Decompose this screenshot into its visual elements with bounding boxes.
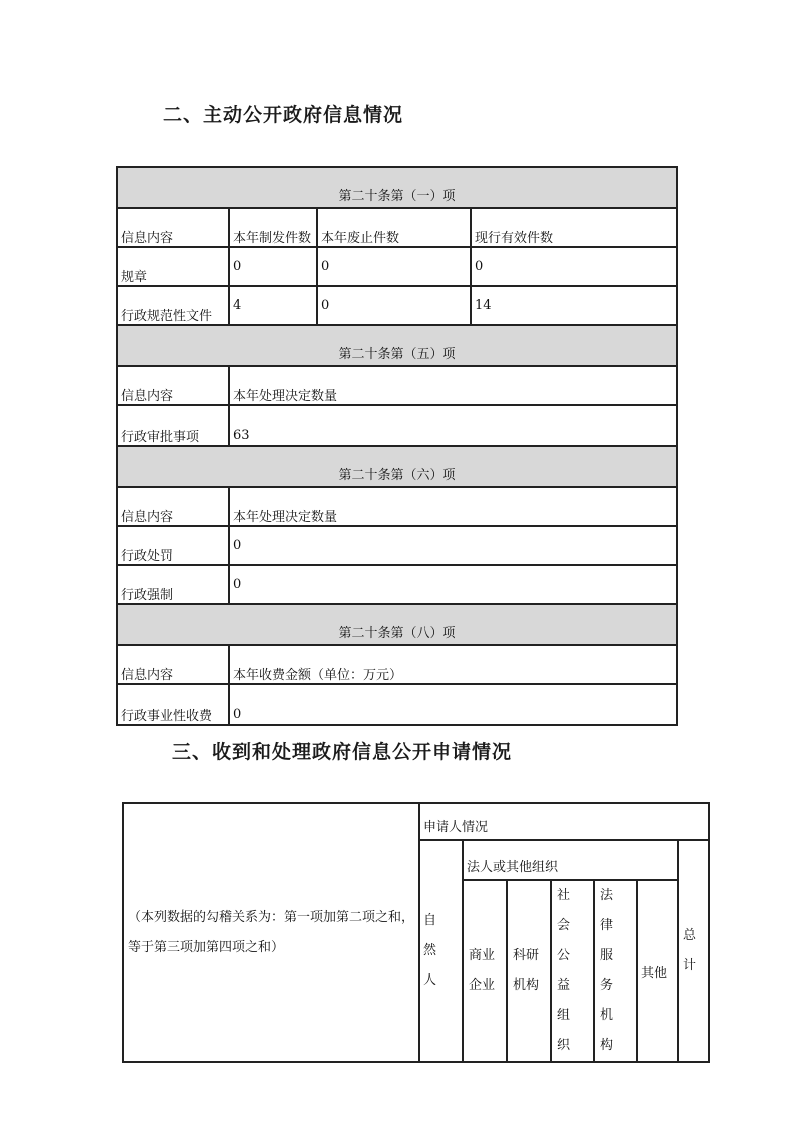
- column-header: 本年废止件数: [317, 208, 471, 247]
- block-header: 第二十条第（五）项: [117, 325, 677, 366]
- row-label: 行政规范性文件: [117, 286, 229, 325]
- applicant-header: 申请人情况: [419, 803, 709, 840]
- column-header: 本年制发件数: [229, 208, 317, 247]
- section-2-title: 二、主动公开政府信息情况: [163, 104, 404, 126]
- checksum-note-cell: [123, 803, 419, 1062]
- org-type-public-welfare: 社会公益组织: [551, 880, 594, 1062]
- row-label: 行政强制: [117, 565, 229, 604]
- column-header: 信息内容: [117, 487, 229, 526]
- org-type-other: 其他: [637, 880, 678, 1062]
- column-header: 本年处理决定数量: [229, 487, 677, 526]
- cell-value: 4: [229, 286, 317, 325]
- block-header: 第二十条第（一）项: [117, 167, 677, 208]
- table-row: [117, 247, 677, 286]
- org-type-commercial: 商业企业: [463, 880, 507, 1062]
- checksum-note-line1: （本列数据的勾稽关系为：第一项加第二项之和，: [128, 909, 415, 925]
- cell-value: 0: [229, 526, 677, 565]
- cell-value: 0: [229, 684, 677, 725]
- cell-value: 0: [229, 247, 317, 286]
- application-table: [122, 802, 710, 1063]
- section-3-title: 三、收到和处理政府信息公开申请情况: [172, 741, 513, 763]
- cell-value: 0: [317, 247, 471, 286]
- row-label: 行政审批事项: [117, 405, 229, 446]
- block-header: 第二十条第（八）项: [117, 604, 677, 645]
- table-row: [117, 286, 677, 325]
- row-label: 行政处罚: [117, 526, 229, 565]
- column-header: 现行有效件数: [471, 208, 677, 247]
- table-row: [117, 405, 677, 446]
- column-header: 本年收费金额（单位：万元）: [229, 645, 677, 684]
- org-type-research: 科研机构: [507, 880, 551, 1062]
- checksum-note-line2: 等于第三项加第四项之和）: [128, 939, 285, 955]
- cell-value: 0: [229, 565, 677, 604]
- cell-value: 0: [317, 286, 471, 325]
- table-row: [117, 565, 677, 604]
- org-header: 法人或其他组织: [463, 840, 678, 880]
- column-header: 本年处理决定数量: [229, 366, 677, 405]
- row-label: 行政事业性收费: [117, 684, 229, 725]
- row-label: 规章: [117, 247, 229, 286]
- cell-value: 63: [229, 405, 677, 446]
- column-header: 信息内容: [117, 645, 229, 684]
- column-header: 信息内容: [117, 366, 229, 405]
- cell-value: 0: [471, 247, 677, 286]
- table-row: [117, 526, 677, 565]
- proactive-disclosure-table: [116, 166, 678, 726]
- total-header: 总计: [678, 840, 709, 1062]
- cell-value: 14: [471, 286, 677, 325]
- org-type-legal-service: 法律服务机构: [594, 880, 637, 1062]
- natural-person-header: 自然人: [419, 840, 463, 1062]
- block-header: 第二十条第（六）项: [117, 446, 677, 487]
- column-header: 信息内容: [117, 208, 229, 247]
- table-row: [117, 684, 677, 725]
